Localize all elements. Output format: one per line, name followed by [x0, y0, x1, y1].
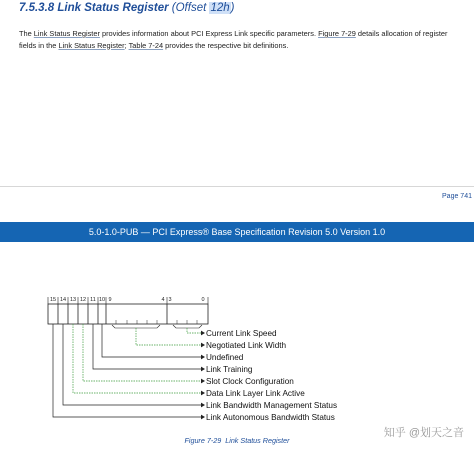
leader-negotiated-link-width: [136, 328, 201, 345]
field-data-link-layer-link-active: Data Link Layer Link Active: [206, 389, 305, 398]
section-heading: [19, 2, 235, 14]
bit-label-4: 4: [161, 297, 165, 303]
table-link[interactable]: Table 7-24: [128, 40, 164, 50]
section-offset-value: 12h: [210, 2, 230, 14]
bit-label-15: 15: [49, 297, 57, 303]
field-current-link-speed: Current Link Speed: [206, 329, 277, 338]
link-status-register-link[interactable]: Link Status Register: [33, 29, 100, 38]
page-number: Page 741: [442, 193, 472, 200]
register-box: [48, 304, 208, 324]
figure-title: Link Status Register: [225, 436, 290, 445]
description-paragraph: [19, 28, 459, 51]
para-text-5: provides the respective bit definitions.: [163, 40, 289, 50]
bit-label-0: 0: [201, 297, 205, 303]
leader-link-autonomous-bandwidth-status: [53, 324, 201, 417]
section-offset-suffix: ): [230, 2, 235, 14]
leader-current-link-speed: [187, 328, 201, 333]
section-offset-prefix: (Offset: [171, 2, 210, 14]
spec-banner: 5.0-1.0-PUB — PCI Express® Base Specification Revision 5.0 Version 1.0: [0, 222, 474, 242]
leader-undefined: [102, 324, 201, 357]
para-text-4: ;: [124, 40, 129, 50]
leader-data-link-layer-link-active: [73, 324, 201, 393]
para-text-1: The: [19, 29, 34, 38]
link-status-register-link-2[interactable]: Link Status Register: [58, 40, 125, 50]
bit-label-3: 3: [168, 297, 172, 303]
figure-link[interactable]: Figure 7-29: [318, 29, 356, 38]
leader-link-training: [93, 324, 201, 369]
bit-label-13: 13: [69, 297, 77, 303]
bit-label-14: 14: [59, 297, 67, 303]
para-text-2: provides information about PCI Express Link specific parameters.: [99, 29, 319, 38]
register-diagram: [0, 290, 474, 430]
section-number: 7.5.3.8: [19, 2, 55, 14]
field-undefined: Undefined: [206, 353, 244, 362]
leader-slot-clock-configuration: [83, 324, 201, 381]
field-link-training: Link Training: [206, 365, 253, 374]
para-text-3: details allocation of register fields in the: [19, 29, 448, 50]
page-divider: [0, 186, 474, 187]
bit-label-12: 12: [79, 297, 87, 303]
figure-number: Figure 7-29: [184, 436, 222, 445]
field-link-autonomous-bandwidth-status: Link Autonomous Bandwidth Status: [206, 413, 335, 422]
field-negotiated-link-width: Negotiated Link Width: [206, 341, 287, 350]
speed-bracket: [173, 325, 202, 328]
width-bracket: [112, 325, 160, 328]
watermark: 知乎 @划天之音: [383, 427, 464, 439]
field-link-bandwidth-management-status: Link Bandwidth Management Status: [206, 401, 338, 410]
bit-label-10: 10: [98, 297, 106, 303]
bit-label-11: 11: [90, 297, 96, 303]
bit-label-9: 9: [108, 297, 112, 303]
field-slot-clock-configuration: Slot Clock Configuration: [206, 377, 294, 386]
section-title: Link Status Register: [57, 2, 169, 14]
